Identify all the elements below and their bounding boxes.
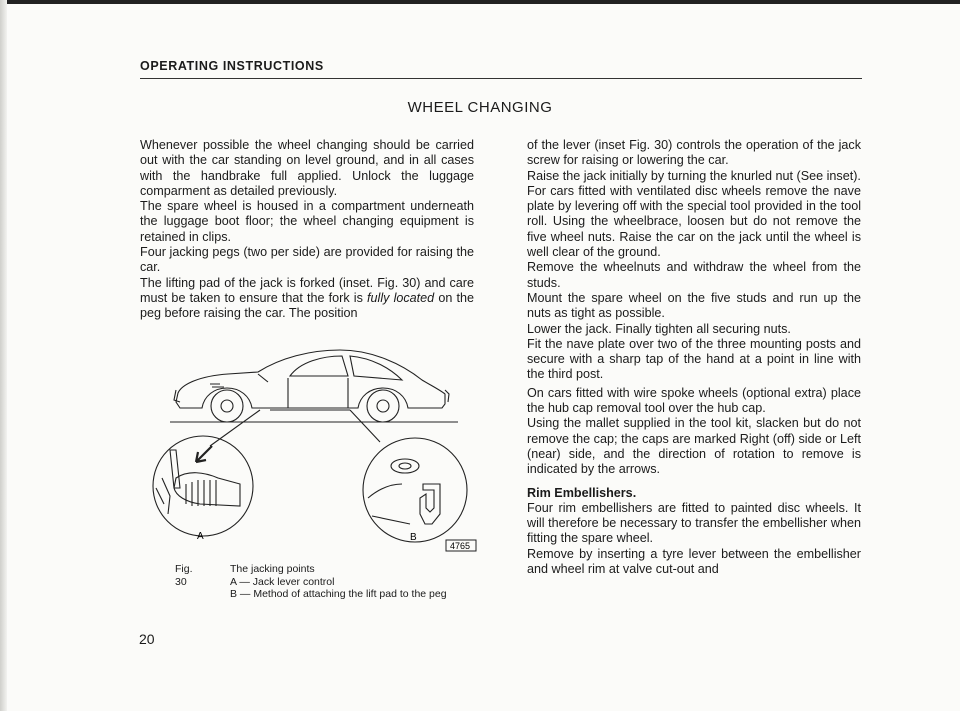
paragraph: Mount the spare wheel on the five studs and run up the nuts as tight as possible. (527, 290, 861, 321)
car-window (290, 356, 348, 376)
paragraph: For cars fitted with ventilated disc wheels remove the nave plate by levering off with the special tool provided in the tool roll. Using the wheelbrace, loosen but do not remove the five wheel nuts. Raise the car on the jack until the wheel is well clear of the ground. (527, 183, 861, 260)
section-header: OPERATING INSTRUCTIONS (140, 59, 324, 73)
paragraph: Whenever possible the wheel changing should be carried out with the car standing on level ground, and in all cases with the handbrake full applied. Unlock the luggage comparment as detailed previously. (140, 138, 474, 198)
arrow-icon (196, 446, 212, 462)
car-door-line (288, 378, 348, 408)
paragraph: Using the mallet supplied in the tool kit, slacken but do not remove the cap; the caps are marked Right (off) side or Left (near) side, and the direction of rotation to remove is indicated by the arrows. (527, 416, 861, 477)
paragraph (140, 276, 474, 322)
car-rear-window (350, 356, 402, 380)
page-number: 20 (139, 631, 155, 647)
car-body-outline (176, 350, 445, 408)
paragraph: Remove by inserting a tyre lever between the embellisher and wheel rim at valve cut-out and (527, 546, 861, 577)
paragraph: Raise the jack initially by turning the knurled nut (See inset). (527, 168, 861, 183)
caption-item-a: A — Jack lever control (230, 575, 335, 588)
paragraph: Remove the wheelnuts and withdraw the wheel from the studs. (527, 260, 861, 290)
header-rule (140, 78, 862, 79)
caption-title: The jacking points (230, 563, 315, 575)
emphasis: fully located (367, 290, 435, 305)
paragraph: Lower the jack. Finally tighten all securing nuts. (527, 321, 791, 336)
jacking-peg (391, 459, 419, 473)
paragraph: The spare wheel is housed in a compartment underneath the luggage boot floor; the wheel changing equipment is retained in clips. (140, 199, 474, 244)
caption-item-b: B — Method of attaching the lift pad to the peg (230, 588, 447, 600)
text-run: The lifting pad of the jack is forked (inset. Fig. 30) and care must be taken to ensure that the fork is (140, 275, 474, 305)
left-column (140, 138, 474, 322)
subheading: Rim Embellishers. (527, 485, 637, 500)
paragraph: of the lever (inset Fig. 30) controls the operation of the jack screw for raising or lowering the car. (527, 138, 861, 168)
paragraph: Four rim embellishers are fitted to painted disc wheels. It will therefore be necessary to transfer the embellisher when fitting the spare wheel. (527, 500, 861, 546)
paragraph: On cars fitted with wire spoke wheels (optional extra) place the hub cap removal tool over the hub cap. (527, 385, 861, 416)
caption-text (230, 563, 470, 601)
paragraph: Fit the nave plate over two of the three mounting posts and secure with a sharp tap of the hand at a point in line with the third post. (527, 336, 861, 382)
right-column (527, 138, 861, 577)
figure-number: Fig. 30 (175, 563, 193, 588)
jack-screw (174, 473, 240, 506)
car-bonnet-louvres (210, 374, 268, 387)
leader-lines (210, 410, 380, 446)
inset-circle-a (153, 436, 253, 536)
scan-top-edge (0, 0, 960, 4)
text-run: on the peg before raising the car. The position (140, 290, 474, 321)
figure-label-a: A (197, 531, 204, 542)
paragraph: Four jacking pegs (two per side) are provided for raising the car. (140, 245, 474, 275)
figure-ref-code: 4765 (450, 541, 471, 551)
jacking-points-figure (140, 338, 485, 553)
car-bumper (174, 390, 449, 402)
figure-label-b: B (410, 532, 417, 543)
front-wheel (211, 390, 243, 422)
rear-wheel (367, 390, 399, 422)
page-title: WHEEL CHANGING (407, 99, 553, 116)
lift-pad (420, 484, 440, 524)
